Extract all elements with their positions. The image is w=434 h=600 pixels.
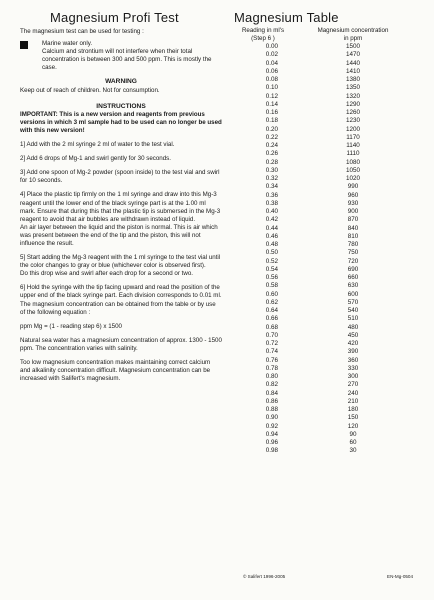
- reading-cell: 0.36: [265, 191, 278, 199]
- step-6-text: 6] Hold the syringe with the tip facing upward and read the position of the upper end of the black syringe part. Each division corresponds to 0.01 ml.: [20, 284, 222, 300]
- test-instructions-column: [20, 10, 222, 383]
- concentration-cell: 540: [347, 307, 359, 314]
- concentration-cell: 150: [347, 414, 359, 422]
- table-row: [228, 109, 428, 117]
- table-row: [228, 299, 428, 307]
- concentration-cell: 840: [347, 224, 359, 232]
- reading-cell: 0.02: [265, 51, 278, 59]
- concentration-cell: 1170: [346, 133, 360, 141]
- concentration-cell: 270: [347, 381, 359, 389]
- concentration-cell: 960: [347, 191, 359, 199]
- table-row: [228, 93, 428, 101]
- concentration-cell: 930: [347, 199, 359, 207]
- reading-cell: 0.12: [265, 92, 278, 100]
- concentration-cell: 1470: [345, 51, 360, 59]
- concentration-cell: 360: [347, 356, 359, 364]
- reading-cell: 0.34: [265, 183, 278, 191]
- step-4-note: An air layer between the liquid and the piston is normal. This is air which was present between the end of the tip and the piston, this will not influence the result.: [20, 223, 218, 247]
- concentration-cell: 240: [347, 389, 359, 397]
- concentration-cell: 690: [347, 265, 359, 273]
- table-row: [228, 282, 428, 290]
- concentration-cell: 1260: [345, 109, 360, 116]
- reading-cell: 0.96: [265, 439, 278, 446]
- reading-cell: 0.00: [265, 43, 278, 50]
- black-square-bullet-icon: [20, 41, 28, 49]
- table-row: [228, 365, 428, 373]
- table-row: [228, 142, 428, 150]
- concentration-cell: 90: [349, 430, 357, 438]
- table-row: [228, 43, 428, 51]
- concentration-column-header: [298, 27, 408, 42]
- concentration-header-line-1: Magnesium concentration: [317, 27, 389, 34]
- reading-header-line-1: Reading in ml's: [241, 27, 285, 34]
- concentration-cell: 1290: [345, 100, 360, 108]
- concentration-cell: 810: [347, 232, 359, 240]
- table-row: [228, 307, 428, 315]
- table-row: [228, 249, 428, 257]
- table-row: [228, 266, 428, 274]
- table-row: [228, 175, 428, 183]
- concentration-cell: 510: [347, 315, 359, 323]
- concentration-cell: 390: [347, 348, 359, 356]
- table-row: [228, 233, 428, 241]
- table-row: [228, 431, 428, 439]
- concentration-cell: 180: [347, 406, 359, 413]
- table-row: [228, 291, 428, 299]
- table-row: [228, 447, 428, 455]
- formula: ppm Mg = (1 - reading step 6) x 1500: [20, 322, 122, 330]
- reading-cell: 0.16: [265, 109, 278, 116]
- reading-cell: 0.94: [265, 430, 278, 438]
- reading-cell: 0.56: [265, 274, 278, 281]
- reading-cell: 0.62: [265, 298, 278, 306]
- step-3: 3] Add one spoon of Mg-2 powder (spoon inside) to the test vial and swirl for 10 seconds.: [20, 169, 220, 185]
- table-row: [228, 390, 428, 398]
- reading-cell: 0.72: [265, 340, 278, 347]
- reading-cell: 0.66: [265, 315, 278, 323]
- reading-cell: 0.04: [265, 59, 278, 67]
- concentration-cell: 1110: [346, 150, 360, 158]
- table-row: [228, 84, 428, 92]
- warning-text: Keep out of reach of children. Not for consumption.: [20, 86, 160, 94]
- concentration-cell: 420: [347, 340, 359, 347]
- magnesium-table-column: [228, 10, 428, 456]
- table-row: [228, 423, 428, 431]
- concentration-cell: 1080: [345, 158, 360, 166]
- table-row: [228, 159, 428, 167]
- concentration-cell: 30: [349, 447, 357, 455]
- reading-cell: 0.06: [265, 67, 278, 75]
- reading-cell: 0.30: [265, 166, 278, 174]
- concentration-cell: 990: [347, 183, 359, 191]
- table-row: [228, 357, 428, 365]
- concentration-cell: 1440: [345, 59, 360, 67]
- table-row: [228, 439, 428, 447]
- reading-cell: 0.22: [265, 133, 278, 141]
- step-2: 2] Add 6 drops of Mg-1 and swirl gently for 30 seconds.: [20, 155, 171, 163]
- reading-cell: 0.98: [265, 447, 278, 455]
- concentration-cell: 1200: [345, 125, 360, 133]
- concentration-cell: 330: [347, 364, 359, 372]
- reading-cell: 0.80: [265, 373, 278, 380]
- concentration-cell: 1380: [345, 76, 360, 83]
- concentration-cell: 750: [347, 249, 359, 257]
- table-row: [228, 324, 428, 332]
- table-row: [228, 208, 428, 216]
- concentration-cell: 1410: [345, 67, 360, 75]
- concentration-cell: 300: [347, 373, 359, 380]
- marine-line-1: Marine water only.: [42, 40, 93, 48]
- table-row: [228, 183, 428, 191]
- table-row: [228, 101, 428, 109]
- concentration-header-line-2: in ppm: [343, 34, 363, 42]
- reading-cell: 0.68: [265, 323, 278, 331]
- marine-water-note: [20, 40, 222, 72]
- table-row: [228, 315, 428, 323]
- table-row: [228, 134, 428, 142]
- reading-cell: 0.40: [265, 208, 278, 215]
- reading-cell: 0.54: [265, 265, 278, 273]
- reading-column-header: [228, 27, 298, 42]
- instructions-heading: INSTRUCTIONS: [96, 102, 146, 110]
- concentration-cell: 1500: [345, 43, 360, 50]
- table-row: [228, 150, 428, 158]
- reading-cell: 0.86: [265, 397, 278, 405]
- concentration-cell: 1140: [346, 142, 360, 149]
- table-row: [228, 216, 428, 224]
- document-code: EN-Mg-0504: [387, 574, 414, 579]
- table-row: [228, 258, 428, 266]
- concentration-cell: 720: [347, 257, 359, 265]
- table-row: [228, 117, 428, 125]
- table-row: [228, 241, 428, 249]
- reading-cell: 0.42: [265, 216, 278, 224]
- concentration-cell: 210: [347, 397, 359, 405]
- reading-cell: 0.44: [265, 224, 278, 232]
- reading-cell: 0.18: [265, 117, 278, 125]
- reading-cell: 0.46: [265, 232, 278, 240]
- table-row: [228, 398, 428, 406]
- table-header: [228, 27, 428, 42]
- reading-cell: 0.74: [265, 348, 278, 356]
- reading-cell: 0.84: [265, 389, 278, 397]
- step-4-text: 4] Place the plastic tip firmly on the 1 ml syringe and draw into this Mg-3 reagent until the lower end of the black syringe part is at the 1.00 ml mark. Ensure that during this that the plastic tip is submersed in the Mg-3 reagent to avoid that air bubbles are withdrawn instead of liquid.: [20, 191, 221, 223]
- table-title: Magnesium Table: [234, 10, 339, 25]
- reading-cell: 0.88: [265, 406, 278, 413]
- step-5-note: Do this drop wise and swirl after each drop for a second or two.: [20, 270, 193, 278]
- table-row: [228, 274, 428, 282]
- reading-cell: 0.14: [265, 100, 278, 108]
- step-6-note: The magnesium concentration can be obtained from the table or by use of the following equation :: [20, 300, 216, 316]
- table-row: [228, 340, 428, 348]
- reading-cell: 0.90: [265, 414, 278, 422]
- table-row: [228, 68, 428, 76]
- table-row: [228, 348, 428, 356]
- table-row: [228, 60, 428, 68]
- reading-cell: 0.92: [265, 422, 278, 430]
- concentration-cell: 900: [347, 208, 359, 215]
- concentration-cell: 570: [347, 298, 359, 306]
- step-1: 1] Add with the 2 ml syringe 2 ml of water to the test vial.: [20, 141, 175, 149]
- table-row: [228, 192, 428, 200]
- table-row: [228, 76, 428, 84]
- table-row: [228, 406, 428, 414]
- reading-cell: 0.38: [265, 199, 278, 207]
- table-row: [228, 200, 428, 208]
- step-5-text: 5] Start adding the Mg-3 reagent with the 1 ml syringe to the test vial until the color changes to gray or blue (whichever color is observed first).: [20, 254, 221, 270]
- table-row: [228, 414, 428, 422]
- marine-line-2: Calcium and strontium will not interfere when their total concentration is between 300 and 500 ppm. This is mostly the case.: [42, 48, 212, 72]
- concentration-cell: 120: [347, 422, 359, 430]
- reading-cell: 0.82: [265, 381, 278, 389]
- reading-cell: 0.20: [265, 125, 278, 133]
- intro-text: The magnesium test can be used for testing :: [20, 28, 144, 35]
- reading-cell: 0.52: [265, 257, 278, 265]
- concentration-cell: 600: [347, 290, 359, 298]
- reading-cell: 0.26: [265, 150, 278, 158]
- copyright: © Salifert 1996-2005: [243, 574, 286, 579]
- table-row: [228, 51, 428, 59]
- table-row: [228, 225, 428, 233]
- reading-cell: 0.58: [265, 282, 278, 290]
- reading-cell: 0.64: [265, 307, 278, 314]
- concentration-cell: 630: [347, 282, 359, 290]
- concentration-cell: 450: [347, 331, 359, 339]
- concentration-cell: 1320: [345, 92, 360, 100]
- reading-cell: 0.28: [265, 158, 278, 166]
- table-row: [228, 332, 428, 340]
- table-row: [228, 373, 428, 381]
- concentration-cell: 1350: [345, 84, 360, 92]
- natural-seawater-note: Natural sea water has a magnesium concentration of approx. 1300 - 1500 ppm. The concentration varies with salinity.: [20, 336, 222, 352]
- page-title: Magnesium Profi Test: [50, 10, 179, 25]
- important-notice: IMPORTANT: This is a new version and reagents from previous versions in which 3 ml sample had to be used can no longer be used with this new version!: [20, 110, 222, 134]
- table-row: [228, 167, 428, 175]
- concentration-cell: 60: [349, 439, 357, 446]
- table-row: [228, 381, 428, 389]
- concentration-cell: 780: [347, 241, 359, 248]
- concentration-cell: 1050: [345, 166, 360, 174]
- reading-cell: 0.32: [265, 175, 278, 182]
- concentration-cell: 1020: [345, 175, 360, 182]
- reading-cell: 0.60: [265, 290, 278, 298]
- reading-cell: 0.50: [265, 249, 278, 257]
- low-magnesium-note: Too low magnesium concentration makes maintaining correct calcium and alkalinity concentration difficult. Magnesium concentration can be increased with Salifert's magnesium.: [20, 359, 211, 383]
- reading-cell: 0.08: [265, 76, 278, 83]
- reading-cell: 0.24: [265, 142, 278, 149]
- reading-cell: 0.78: [265, 364, 278, 372]
- concentration-cell: 660: [347, 274, 359, 281]
- table-body: [228, 43, 428, 456]
- reading-cell: 0.10: [265, 84, 278, 92]
- warning-heading: WARNING: [105, 78, 137, 86]
- concentration-cell: 480: [347, 323, 359, 331]
- reading-cell: 0.76: [265, 356, 278, 364]
- reading-cell: 0.48: [265, 241, 278, 248]
- reading-header-line-2: (Step 6 ): [251, 34, 275, 42]
- concentration-cell: 870: [347, 216, 359, 224]
- table-row: [228, 126, 428, 134]
- concentration-cell: 1230: [345, 117, 360, 125]
- reading-cell: 0.70: [265, 331, 278, 339]
